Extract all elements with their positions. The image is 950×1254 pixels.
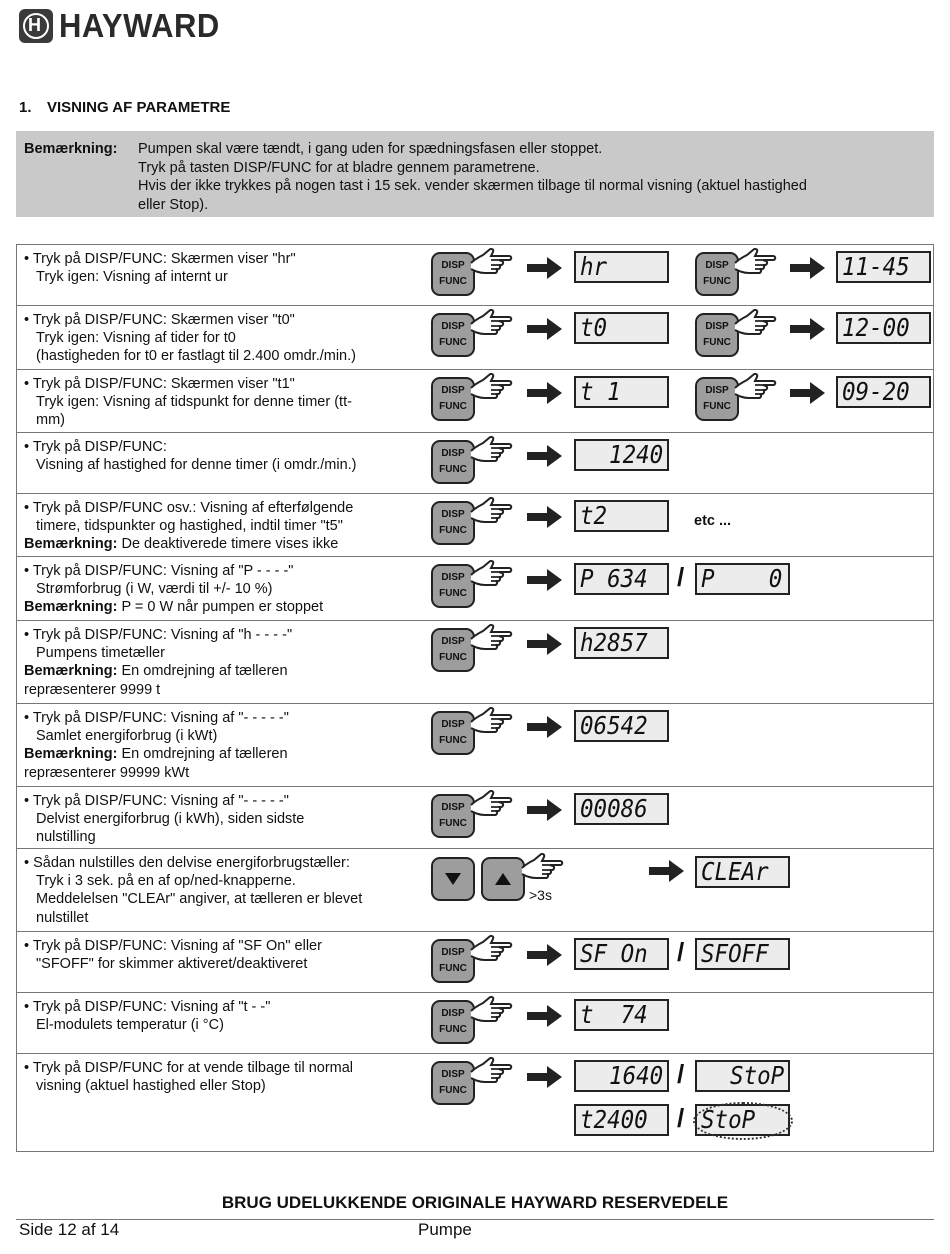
lcd-value: P 634 — [580, 564, 648, 593]
description-line: Tryk igen: Visning af tidspunkt for denne timer (tt- — [36, 394, 352, 411]
row-description — [24, 709, 429, 782]
arrow-right-icon — [527, 505, 563, 534]
description-line: Tryk i 3 sek. på en af op/ned-knapperne. — [36, 873, 296, 890]
func-label: FUNC — [439, 1085, 467, 1096]
arrow-right-icon — [527, 798, 563, 827]
disp-label: DISP — [441, 260, 465, 271]
note-line: eller Stop). — [138, 196, 209, 213]
lcd-display — [574, 312, 669, 344]
func-label: FUNC — [439, 963, 467, 974]
disp-label: DISP — [441, 947, 465, 958]
row-description — [24, 854, 429, 927]
description-line: Pumpens timetæller — [36, 645, 165, 662]
pointing-hand-icon — [469, 372, 513, 411]
lcd-value: 1240 — [608, 440, 663, 469]
note-line: Hvis der ikke trykkes på nogen tast i 15 sek. vender skærmen tilbage til normal visning (aktuel hastighed — [138, 178, 807, 194]
note-line: Tryk på tasten DISP/FUNC for at bladre gennem parametrene. — [138, 159, 540, 176]
description-line: Delvist energiforbrug (i kWh), siden sidste — [36, 811, 305, 828]
description-line: • Tryk på DISP/FUNC: Skærmen viser "t1" — [24, 376, 295, 392]
lcd-value: t 1 — [580, 377, 621, 406]
note-continuation: repræsenterer 9999 t — [24, 681, 161, 698]
description-line: El-modulets temperatur (i °C) — [36, 1017, 224, 1034]
slash-separator: / — [677, 1103, 685, 1133]
table-row — [17, 306, 933, 370]
lcd-display — [574, 793, 669, 825]
note-label: Bemærkning: — [24, 663, 118, 680]
func-label: FUNC — [439, 401, 467, 412]
row-description — [24, 792, 429, 847]
pointing-hand-icon — [469, 308, 513, 347]
hayward-logo — [19, 8, 220, 44]
blinking-indicator — [693, 1102, 793, 1140]
lcd-value: SFOFF — [701, 939, 769, 968]
pointing-hand-icon — [733, 308, 777, 347]
disp-label: DISP — [441, 636, 465, 647]
note-text: En omdrejning af tælleren — [117, 746, 288, 763]
table-row — [17, 787, 933, 849]
footer-divider — [16, 1219, 934, 1220]
row-description — [24, 626, 429, 699]
pointing-hand-icon — [733, 247, 777, 286]
lcd-value: 09-20 — [842, 377, 910, 406]
func-label: FUNC — [703, 337, 731, 348]
lcd-value: hr — [580, 252, 608, 281]
disp-label: DISP — [441, 1069, 465, 1080]
row-description — [24, 250, 429, 286]
pointing-hand-icon — [469, 496, 513, 535]
lcd-display — [574, 1060, 669, 1092]
description-line: Strømforbrug (i W, værdi til +/- 10 %) — [36, 581, 273, 598]
func-label: FUNC — [439, 464, 467, 475]
slash-separator: / — [677, 562, 685, 592]
slash-separator: / — [677, 1059, 685, 1089]
up-button — [481, 857, 525, 901]
description-line: • Tryk på DISP/FUNC: Visning af "SF On" eller — [24, 938, 322, 954]
description-line: nulstillet — [36, 909, 89, 926]
description-line: timere, tidspunkter og hastighed, indtil timer "t5" — [36, 518, 343, 535]
note-label: Bemærkning: — [24, 746, 118, 763]
row-description — [24, 1059, 429, 1095]
lcd-display — [836, 312, 931, 344]
pointing-hand-icon — [469, 706, 513, 745]
table-row — [17, 704, 933, 787]
table-row — [17, 245, 933, 306]
disp-label: DISP — [441, 509, 465, 520]
footer-section: Pumpe — [418, 1220, 472, 1239]
pointing-hand-icon — [469, 995, 513, 1034]
func-label: FUNC — [439, 276, 467, 287]
table-row — [17, 433, 933, 494]
hayward-mark-icon: H — [19, 9, 53, 43]
disp-label: DISP — [705, 321, 729, 332]
disp-label: DISP — [441, 321, 465, 332]
description-line: • Tryk på DISP/FUNC: Skærmen viser "hr" — [24, 251, 296, 267]
lcd-value: 12-00 — [842, 313, 910, 342]
lcd-display — [574, 938, 669, 970]
lcd-display — [836, 376, 931, 408]
note-line: Pumpen skal være tændt, i gang uden for spædningsfasen eller stoppet. — [138, 141, 603, 157]
lcd-display — [574, 500, 669, 532]
description-line: Meddelelsen "CLEAr" angiver, at tælleren er blevet — [36, 891, 363, 908]
arrow-right-icon — [527, 317, 563, 346]
note-label: Bemærkning: — [24, 536, 118, 553]
lcd-value: SF On — [580, 939, 648, 968]
disp-label: DISP — [441, 719, 465, 730]
func-label: FUNC — [439, 818, 467, 829]
disp-label: DISP — [705, 385, 729, 396]
note-label: Bemærkning: — [24, 141, 118, 157]
table-row — [17, 932, 933, 993]
lcd-value: h2857 — [580, 628, 648, 657]
lcd-display — [574, 710, 669, 742]
lcd-display — [695, 856, 790, 888]
note-text: P = 0 W når pumpen er stoppet — [117, 599, 324, 616]
lcd-value: CLEAr — [701, 857, 769, 886]
description-line: • Tryk på DISP/FUNC: Visning af "P - - - -" — [24, 563, 294, 579]
lcd-display — [574, 627, 669, 659]
note-line — [24, 662, 429, 680]
func-label: FUNC — [439, 1024, 467, 1035]
lcd-display — [574, 999, 669, 1031]
table-row — [17, 1054, 933, 1151]
section-heading — [19, 99, 230, 116]
description-line: (hastigheden for t0 er fastlagt til 2.400 omdr./min.) — [36, 348, 356, 365]
func-label: FUNC — [439, 735, 467, 746]
lcd-value: StoP — [729, 1061, 784, 1090]
lcd-value: t2 — [580, 501, 608, 530]
description-line: • Tryk på DISP/FUNC: Visning af "- - - - -" — [24, 793, 289, 809]
disp-label: DISP — [441, 802, 465, 813]
func-label: FUNC — [703, 401, 731, 412]
lcd-display — [574, 1104, 669, 1136]
note-line — [24, 745, 429, 763]
arrow-right-icon — [527, 444, 563, 473]
disp-label: DISP — [441, 572, 465, 583]
table-row — [17, 557, 933, 621]
pointing-hand-icon — [520, 852, 564, 891]
lcd-value: 1640 — [608, 1061, 663, 1090]
lcd-value: t 74 — [580, 1000, 648, 1029]
pointing-hand-icon — [469, 559, 513, 598]
row-description — [24, 311, 429, 366]
arrow-right-icon — [527, 1065, 563, 1094]
pointing-hand-icon — [469, 1056, 513, 1095]
description-line: • Tryk på DISP/FUNC: Visning af "h - - - -" — [24, 627, 293, 643]
section-title: VISNING AF PARAMETRE — [47, 99, 231, 116]
table-row — [17, 621, 933, 704]
description-line: Samlet energiforbrug (i kWt) — [36, 728, 218, 745]
arrow-right-icon — [649, 859, 685, 888]
row-description — [24, 998, 429, 1034]
disp-label: DISP — [441, 1008, 465, 1019]
table-row — [17, 494, 933, 557]
hold-duration: >3s — [529, 887, 552, 903]
arrow-right-icon — [527, 256, 563, 285]
row-description — [24, 438, 429, 474]
disp-label: DISP — [441, 448, 465, 459]
lcd-display — [695, 563, 790, 595]
func-label: FUNC — [703, 276, 731, 287]
lcd-value: t0 — [580, 313, 608, 342]
arrow-right-icon — [527, 632, 563, 661]
arrow-right-icon — [527, 568, 563, 597]
note-label: Bemærkning: — [24, 599, 118, 616]
description-line: Tryk igen: Visning af internt ur — [36, 269, 228, 286]
row-description — [24, 375, 429, 430]
description-line: mm) — [36, 412, 65, 429]
down-button — [431, 857, 475, 901]
description-line: • Sådan nulstilles den delvise energiforbrugstæller: — [24, 855, 350, 871]
pointing-hand-icon — [469, 435, 513, 474]
section-number: 1. — [19, 99, 32, 116]
pointing-hand-icon — [469, 623, 513, 662]
table-row — [17, 370, 933, 433]
pointing-hand-icon — [469, 789, 513, 828]
arrow-right-icon — [790, 256, 826, 285]
lcd-display — [574, 439, 669, 471]
lcd-value: 11-45 — [842, 252, 910, 281]
note-continuation: repræsenterer 99999 kWt — [24, 764, 190, 781]
note-line — [24, 535, 429, 553]
lcd-display — [574, 563, 669, 595]
page-number: Side 12 af 14 — [19, 1220, 120, 1239]
arrow-right-icon — [527, 943, 563, 972]
description-line: • Tryk på DISP/FUNC: Visning af "- - - - -" — [24, 710, 289, 726]
table-row — [17, 849, 933, 932]
row-description — [24, 499, 429, 554]
lcd-value: P 0 — [701, 564, 783, 593]
lcd-value: t2400 — [580, 1105, 648, 1134]
note-text: En omdrejning af tælleren — [117, 663, 288, 680]
logo-text: HAYWARD — [59, 6, 220, 45]
arrow-right-icon — [527, 381, 563, 410]
lcd-value: StoP — [701, 1105, 756, 1134]
etc-label: etc ... — [694, 513, 732, 529]
arrow-right-icon — [790, 317, 826, 346]
description-line: "SFOFF" for skimmer aktiveret/deaktiveret — [36, 956, 308, 973]
arrow-right-icon — [527, 1004, 563, 1033]
note-text: De deaktiverede timere vises ikke — [117, 536, 339, 553]
lcd-display — [574, 376, 669, 408]
footer-title: BRUG UDELUKKENDE ORIGINALE HAYWARD RESERVEDELE — [221, 1193, 729, 1212]
disp-label: DISP — [441, 385, 465, 396]
table-row — [17, 993, 933, 1054]
description-line: • Tryk på DISP/FUNC: Skærmen viser "t0" — [24, 312, 295, 328]
note-box — [16, 131, 934, 217]
arrow-right-icon — [527, 715, 563, 744]
row-description — [24, 562, 429, 617]
lcd-value: 00086 — [580, 794, 648, 823]
func-label: FUNC — [439, 652, 467, 663]
lcd-value: 06542 — [580, 711, 648, 740]
func-label: FUNC — [439, 525, 467, 536]
arrow-right-icon — [790, 381, 826, 410]
description-line: • Tryk på DISP/FUNC: — [24, 439, 167, 455]
description-line: Visning af hastighed for denne timer (i omdr./min.) — [36, 457, 357, 474]
slash-separator: / — [677, 937, 685, 967]
lcd-display — [695, 1060, 790, 1092]
description-line: • Tryk på DISP/FUNC osv.: Visning af efterfølgende — [24, 500, 354, 516]
lcd-display — [836, 251, 931, 283]
note-line — [24, 598, 429, 616]
description-line: Tryk igen: Visning af tider for t0 — [36, 330, 236, 347]
pointing-hand-icon — [469, 247, 513, 286]
pointing-hand-icon — [469, 934, 513, 973]
description-line: nulstilling — [36, 829, 96, 846]
pointing-hand-icon — [733, 372, 777, 411]
disp-label: DISP — [705, 260, 729, 271]
func-label: FUNC — [439, 337, 467, 348]
lcd-display — [695, 938, 790, 970]
row-description — [24, 937, 429, 973]
description-line: • Tryk på DISP/FUNC: Visning af "t - -" — [24, 999, 271, 1015]
func-label: FUNC — [439, 588, 467, 599]
description-line: visning (aktuel hastighed eller Stop) — [36, 1078, 266, 1095]
description-line: • Tryk på DISP/FUNC for at vende tilbage til normal — [24, 1060, 354, 1076]
parameter-table — [16, 244, 934, 1152]
lcd-display — [574, 251, 669, 283]
